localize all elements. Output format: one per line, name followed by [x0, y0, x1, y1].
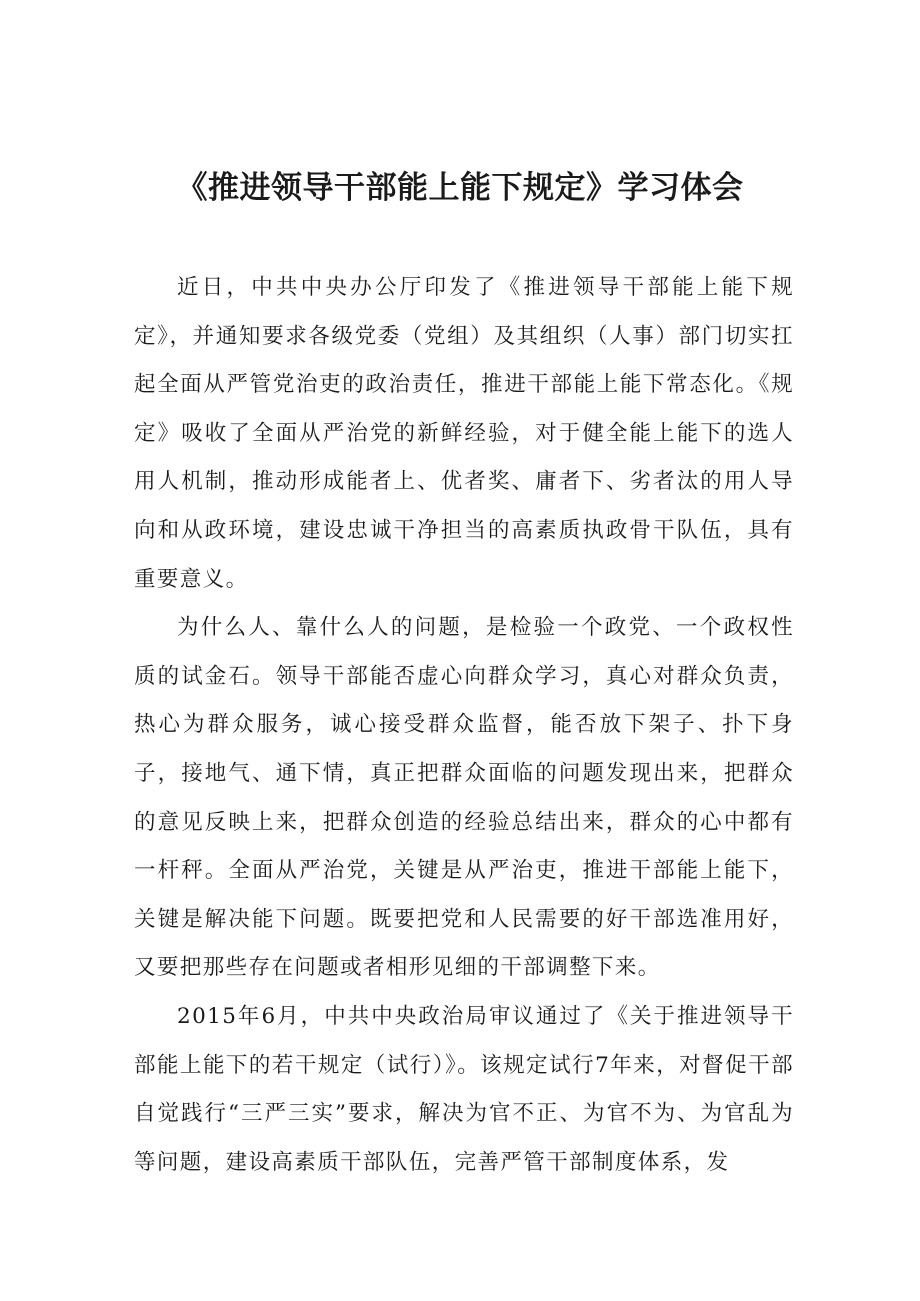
paragraph-1: 近日，中共中央办公厅印发了《推进领导干部能上能下规定》，并通知要求各级党委（党组）及其组织（人事）部门切实扛起全面从严管党治吏的政治责任，推进干部能上能下常态化。《规定》吸收了全面从严治党的新鲜经验，对于健全能上能下的选人用人机制，推动形成能者上、优者奖、庸者下、劣者汰的用人导向和从政环境，建设忠诚干净担当的高素质执政骨干队伍，具有重要意义。 — [134, 275, 794, 592]
document-title: 《推进领导干部能上能下规定》学习体会 — [176, 170, 744, 206]
document-body — [134, 264, 794, 1187]
paragraph-3: 2015年6月，中共中央政治局审议通过了《关于推进领导干部能上能下的若干规定（试行）》。该规定试行7年来，对督促干部自觉践行“三严三实”要求，解决为官不正、为官不为、为官乱为等问题，建设高素质干部队伍，完善严管干部制度体系，发 — [134, 1003, 794, 1175]
paragraph-2: 为什么人、靠什么人的问题，是检验一个政党、一个政权性质的试金石。领导干部能否虚心向群众学习，真心对群众负责，热心为群众服务，诚心接受群众监督，能否放下架子、扑下身子，接地气、通下情，真正把群众面临的问题发现出来，把群众的意见反映上来，把群众创造的经验总结出来，群众的心中都有一杆秤。全面从严治党，关键是从严治吏，推进干部能上能下，关键是解决能下问题。既要把党和人民需要的好干部选准用好，又要把那些存在问题或者相形见细的干部调整下来。 — [134, 615, 794, 981]
